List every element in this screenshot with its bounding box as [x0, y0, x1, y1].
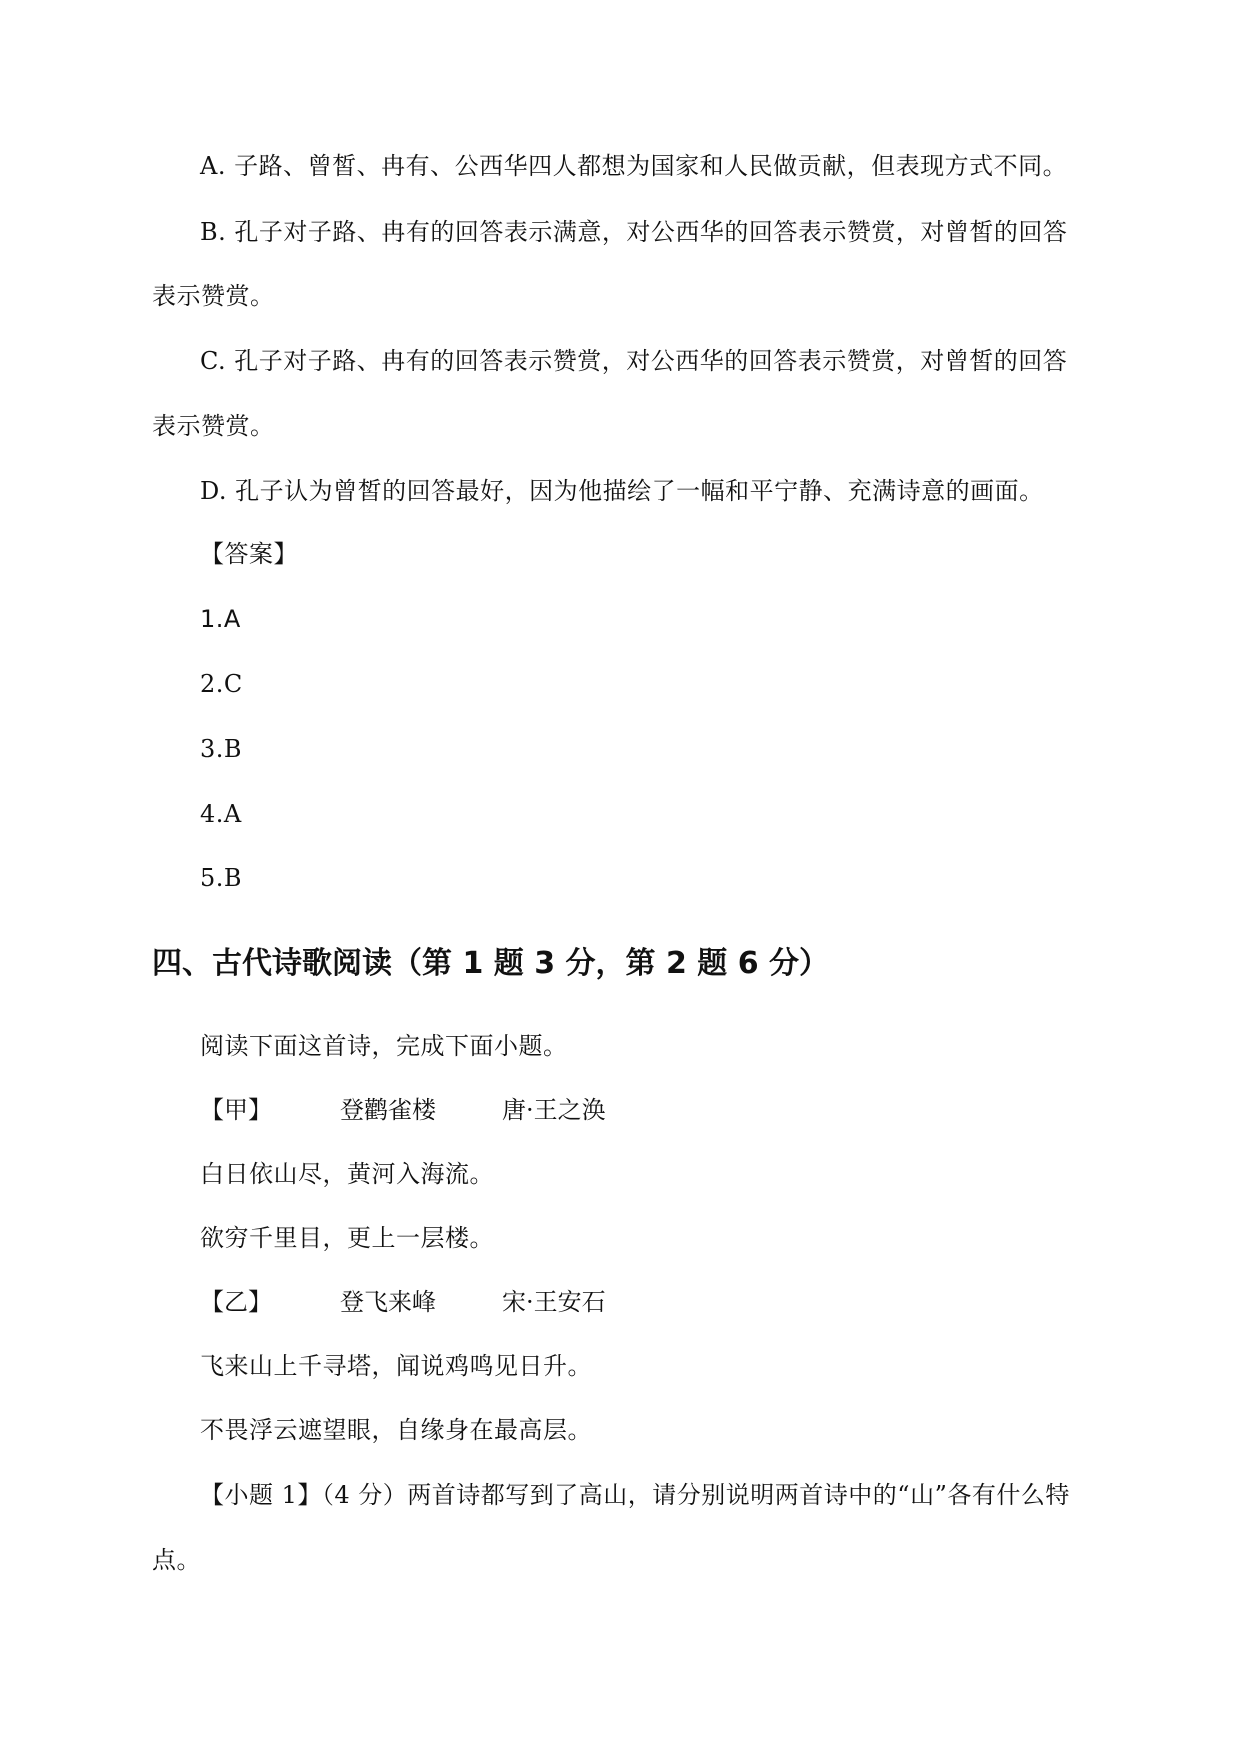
answer-label: 【答案】 — [200, 540, 298, 568]
question-1-line-2: 点。 — [152, 1546, 201, 1574]
option-c-line-2: 表示赞赏。 — [152, 412, 275, 440]
answer-item-2: 2.C — [200, 670, 243, 698]
answer-item-5: 5.B — [200, 864, 243, 892]
option-c-line-1: C. 孔子对子路、冉有的回答表示赞赏，对公西华的回答表示赞赏，对曾皙的回答 — [200, 347, 1068, 375]
poem-b-author: 宋·王安石 — [502, 1288, 606, 1316]
section-instruction: 阅读下面这首诗，完成下面小题。 — [200, 1032, 568, 1060]
poem-b-title: 登飞来峰 — [340, 1288, 436, 1316]
poem-a-title: 登鹳雀楼 — [340, 1096, 436, 1124]
poem-a-line-2: 欲穷千里目，更上一层楼。 — [200, 1224, 494, 1252]
question-1-line-1: 【小题 1】（4 分）两首诗都写到了高山，请分别说明两首诗中的“山”各有什么特 — [200, 1481, 1070, 1509]
poem-b-label: 【乙】 — [200, 1288, 272, 1316]
option-b-line-1: B. 孔子对子路、冉有的回答表示满意，对公西华的回答表示赞赏，对曾皙的回答 — [200, 218, 1068, 246]
answer-item-4: 4.A — [200, 800, 242, 828]
poem-a-author: 唐·王之涣 — [502, 1096, 606, 1124]
option-a: A. 子路、曾皙、冉有、公西华四人都想为国家和人民做贡献，但表现方式不同。 — [200, 152, 1068, 180]
poem-b-line-1: 飞来山上千寻塔，闻说鸡鸣见日升。 — [200, 1352, 592, 1380]
poem-a-label: 【甲】 — [200, 1096, 272, 1124]
answer-item-3: 3.B — [200, 735, 243, 763]
poem-a-line-1: 白日依山尽，黄河入海流。 — [200, 1160, 494, 1188]
option-d: D. 孔子认为曾皙的回答最好，因为他描绘了一幅和平宁静、充满诗意的画面。 — [200, 477, 1044, 505]
section-heading: 四、古代诗歌阅读（第 1 题 3 分，第 2 题 6 分） — [152, 946, 830, 981]
answer-item-1: 1.A — [200, 605, 241, 633]
option-b-line-2: 表示赞赏。 — [152, 282, 275, 310]
poem-b-line-2: 不畏浮云遮望眼，自缘身在最高层。 — [200, 1416, 592, 1444]
